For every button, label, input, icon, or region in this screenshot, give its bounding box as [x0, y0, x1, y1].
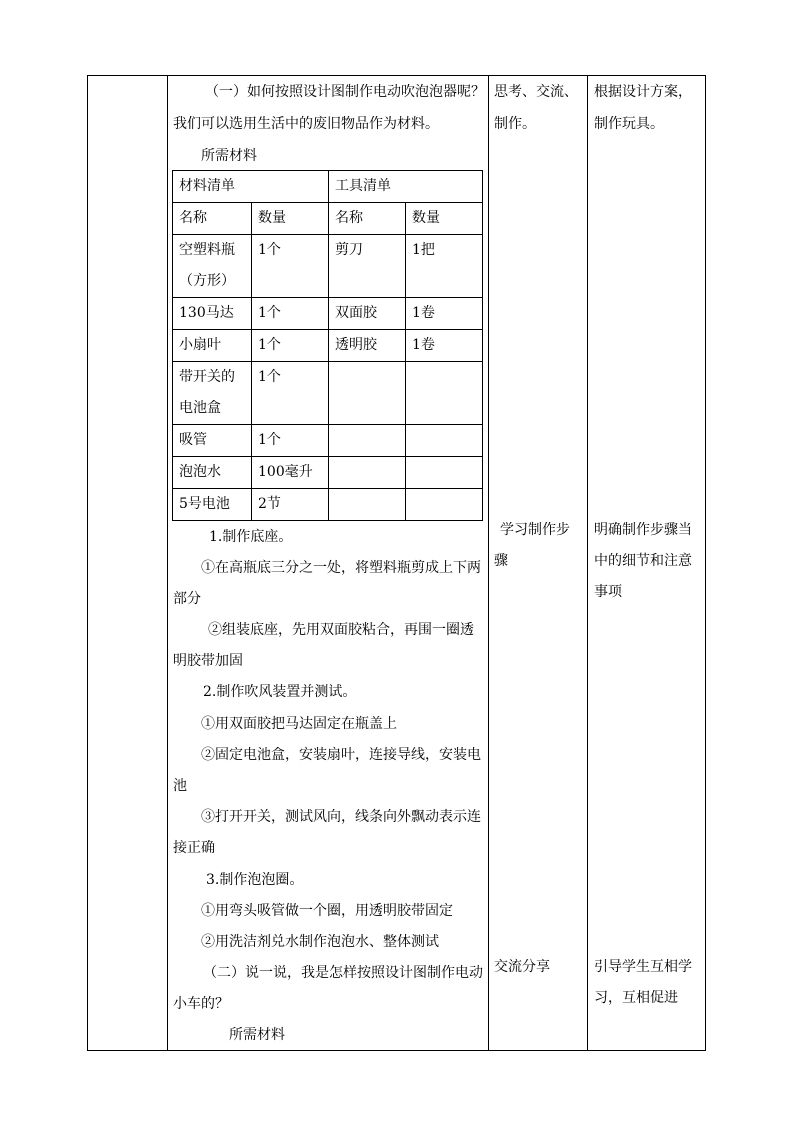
section2-heading: （二）说一说，我是怎样按照设计图制作电动 [203, 965, 483, 981]
step2-title: 2.制作吹风装置并测试。 [203, 684, 357, 700]
material-qty: 1个 [252, 330, 329, 362]
material-name: 吸管 [173, 425, 252, 457]
material-qty: 100毫升 [252, 457, 329, 489]
materials-list-header: 材料清单 [173, 171, 329, 203]
material-name-line: 电池盒 [179, 400, 221, 416]
student-activity-1-line2: 制作。 [494, 116, 536, 132]
step2-item-c-line1: ③打开开关，测试风向，线条向外飘动表示连 [201, 809, 481, 825]
material-qty: 1个 [252, 425, 329, 457]
intent-3-line2: 习，互相促进 [594, 990, 678, 1006]
table-row [173, 425, 483, 457]
tool-name [329, 489, 406, 521]
intent-1-line1: 根据设计方案， [594, 84, 692, 100]
material-name-line: 空塑料瓶 [179, 242, 235, 258]
tool-name: 透明胶 [329, 330, 406, 362]
tool-qty: 1把 [406, 235, 483, 298]
tool-qty-header: 数量 [406, 203, 483, 235]
column-divider-2 [488, 76, 489, 1050]
material-name: 130马达 [173, 298, 252, 330]
tool-qty [406, 489, 483, 521]
section1-heading: （一）如何按照设计图制作电动吹泡泡器呢？ [205, 84, 485, 100]
material-name: 小扇叶 [173, 330, 252, 362]
tool-name: 双面胶 [329, 298, 406, 330]
student-activity-2-line1: 学习制作步 [500, 522, 570, 538]
column-divider-1 [167, 76, 168, 1050]
column-divider-3 [587, 76, 588, 1050]
material-qty: 1个 [252, 235, 329, 298]
step1-item-a-line2: 部分 [173, 591, 201, 607]
tool-qty: 1卷 [406, 330, 483, 362]
material-qty: 1个 [252, 362, 329, 425]
material-qty: 2节 [252, 489, 329, 521]
step1-title: 1.制作底座。 [209, 529, 293, 545]
intent-1-line2: 制作玩具。 [594, 116, 664, 132]
table-row [173, 457, 483, 489]
intent-2-line3: 事项 [594, 584, 622, 600]
section1-intro: 我们可以选用生活中的废旧物品作为材料。 [173, 116, 439, 132]
tool-name: 剪刀 [329, 235, 406, 298]
material-name [173, 362, 252, 425]
tool-qty [406, 362, 483, 425]
step1-item-a-line1: ①在高瓶底三分之一处，将塑料瓶剪成上下两 [201, 560, 481, 576]
materials-table [172, 170, 483, 521]
step3-title: 3.制作泡泡圈。 [206, 872, 304, 888]
student-activity-2-line2: 骤 [494, 553, 508, 569]
tool-qty: 1卷 [406, 298, 483, 330]
material-name: 5号电池 [173, 489, 252, 521]
student-activity-1-line1: 思考、交流、 [494, 84, 578, 100]
tool-qty [406, 425, 483, 457]
section2-heading-cont: 小车的？ [173, 996, 229, 1012]
step3-item-b: ②用洗洁剂兑水制作泡泡水、整体测试 [201, 934, 439, 950]
material-name [173, 235, 252, 298]
table-row [173, 298, 483, 330]
table-row [173, 330, 483, 362]
table-row [173, 489, 483, 521]
intent-2-line1: 明确制作步骤当 [594, 522, 692, 538]
tool-qty [406, 457, 483, 489]
material-name: 泡泡水 [173, 457, 252, 489]
step2-item-b-line1: ②固定电池盒，安装扇叶，连接导线，安装电 [201, 747, 481, 763]
material-qty-header: 数量 [252, 203, 329, 235]
tool-name [329, 425, 406, 457]
step2-item-c-line2: 接正确 [173, 840, 215, 856]
intent-3-line1: 引导学生互相学 [594, 959, 692, 975]
tools-list-header: 工具清单 [329, 171, 483, 203]
material-name-line: 带开关的 [179, 369, 235, 385]
tool-name [329, 457, 406, 489]
table-header-row [173, 171, 483, 203]
materials-label: 所需材料 [201, 148, 257, 164]
tool-name-header: 名称 [329, 203, 406, 235]
step1-item-b-line2: 明胶带加固 [173, 653, 243, 669]
section2-materials-label: 所需材料 [229, 1027, 285, 1043]
material-name-header: 名称 [173, 203, 252, 235]
tool-name [329, 362, 406, 425]
table-row [173, 362, 483, 425]
intent-2-line2: 中的细节和注意 [594, 553, 692, 569]
step1-item-b-line1: ②组装底座，先用双面胶粘合，再围一圈透 [208, 622, 474, 638]
student-activity-3: 交流分享 [494, 959, 550, 975]
material-qty: 1个 [252, 298, 329, 330]
step2-item-a: ①用双面胶把马达固定在瓶盖上 [201, 716, 397, 732]
step3-item-a: ①用弯头吸管做一个圈，用透明胶带固定 [201, 903, 453, 919]
table-row [173, 235, 483, 298]
material-name-line: （方形） [179, 273, 235, 289]
step2-item-b-line2: 池 [173, 778, 187, 794]
table-subheader-row [173, 203, 483, 235]
